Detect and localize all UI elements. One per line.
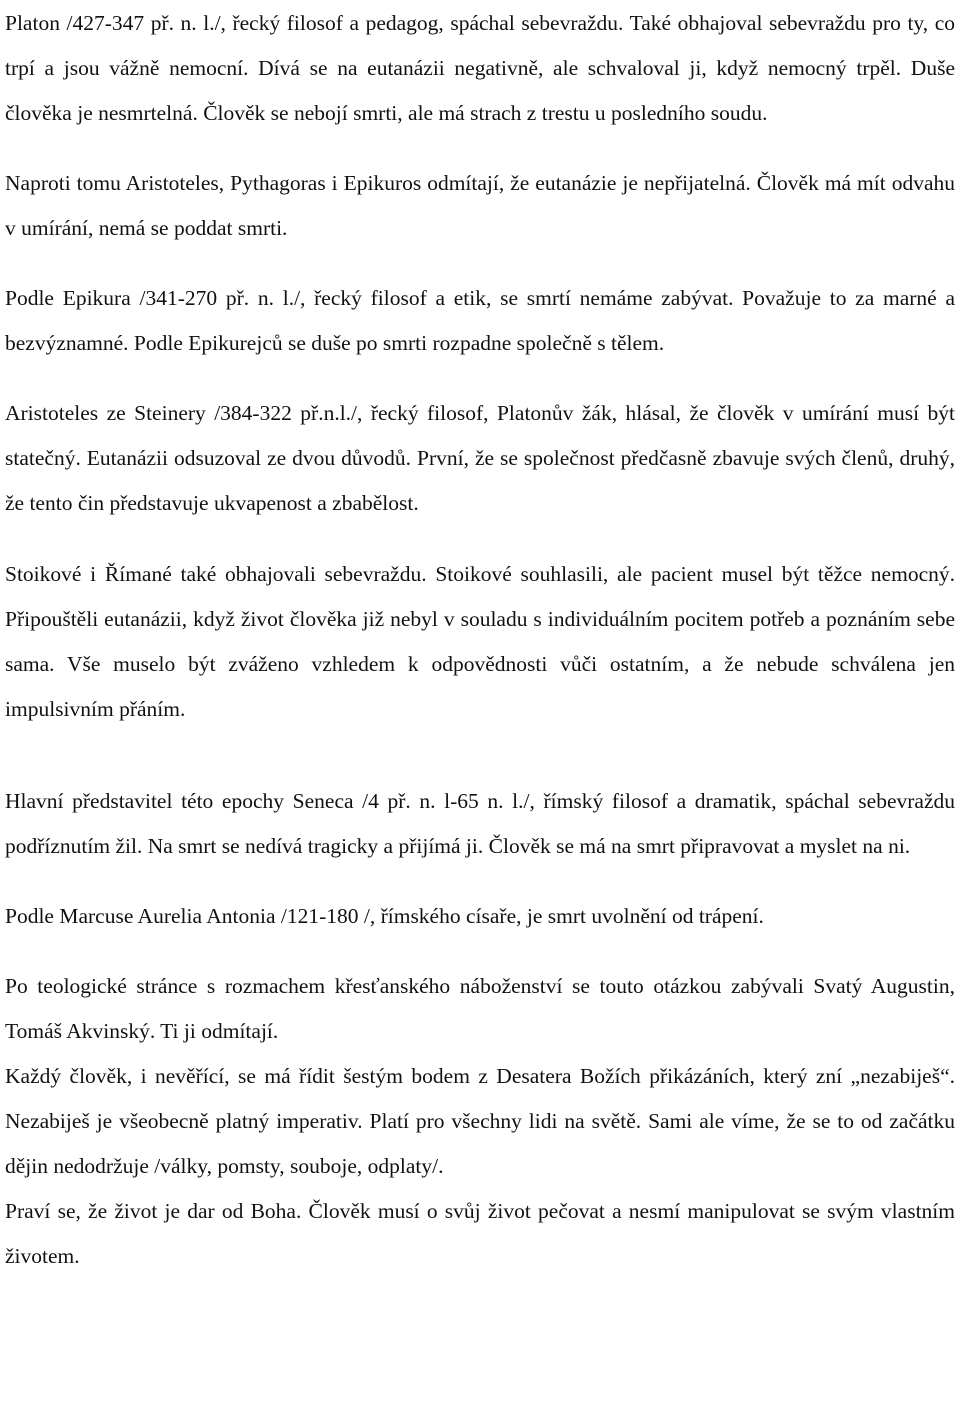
paragraph-marcus-aurelius: Podle Marcuse Aurelia Antonia /121-180 /, římského císaře, je smrt uvolnění od trápení. <box>5 904 764 928</box>
paragraph-naproti-tomu: Naproti tomu Aristoteles, Pythagoras i Epikuros odmítají, že eutanázie je nepřijatelná. Člověk má mít odvahu v umírání, nemá se poddat smrti. <box>5 171 955 240</box>
paragraph-stoikove: Stoikové i Římané také obhajovali sebevraždu. Stoikové souhlasili, ale pacient musel být těžce nemocný. Připouštěli eutanázii, když život člověka již nebyl v souladu s individuálním pocitem potřeb a poznáním sebe sama. Vše muselo být zváženo vzhledem k odpovědnosti vůči ostatním, a že nebude schválena jen impulsivním přáním. <box>5 562 955 721</box>
paragraph-seneca: Hlavní představitel této epochy Seneca /4 př. n. l-65 n. l./, římský filosof a dramatik, spáchal sebevraždu podříznutím žil. Na smrt se nedívá tragicky a přijímá ji. Člověk se má na smrt připravovat a myslet na ni. <box>5 789 955 858</box>
paragraph-desatero: Každý člověk, i nevěřící, se má řídit šestým bodem z Desatera Božích přikázáních, který zní „nezabiješ“. Nezabiješ je všeobecně platný imperativ. Platí pro všechny lidi na světě. Sami ale víme, že se to od začátku dějin nedodržuje /války, pomsty, souboje, odplaty/. <box>5 1064 955 1178</box>
paragraph-dar-od-boha: Praví se, že život je dar od Boha. Člověk musí o svůj život pečovat a nesmí manipulovat se svým vlastním životem. <box>5 1199 955 1268</box>
paragraph-aristoteles: Aristoteles ze Steinery /384-322 př.n.l./, řecký filosof, Platonův žák, hlásal, že člověk v umírání musí být statečný. Eutanázii odsuzoval ze dvou důvodů. První, že se společnost předčasně zbavuje svých členů, druhý, že tento čin představuje ukvapenost a zbabělost. <box>5 401 955 515</box>
paragraph-platon: Platon /427-347 př. n. l./, řecký filosof a pedagog, spáchal sebevraždu. Také obhajoval sebevraždu pro ty, co trpí a jsou vážně nemocní. Dívá se na eutanázii negativně, ale schvaloval ji, když nemocný trpěl. Duše člověka je nesmrtelná. Člověk se nebojí smrti, ale má strach z trestu u posledního soudu. <box>5 11 955 125</box>
document-page <box>5 0 955 1279</box>
paragraph-epikuros: Podle Epikura /341-270 př. n. l./, řecký filosof a etik, se smrtí nemáme zabývat. Považuje to za marné a bezvýznamné. Podle Epikurejců se duše po smrti rozpadne společně s tělem. <box>5 286 955 355</box>
paragraph-teologie: Po teologické stránce s rozmachem křesťanského náboženství se touto otázkou zabývali Svatý Augustin, Tomáš Akvinský. Ti ji odmítají. <box>5 974 955 1043</box>
